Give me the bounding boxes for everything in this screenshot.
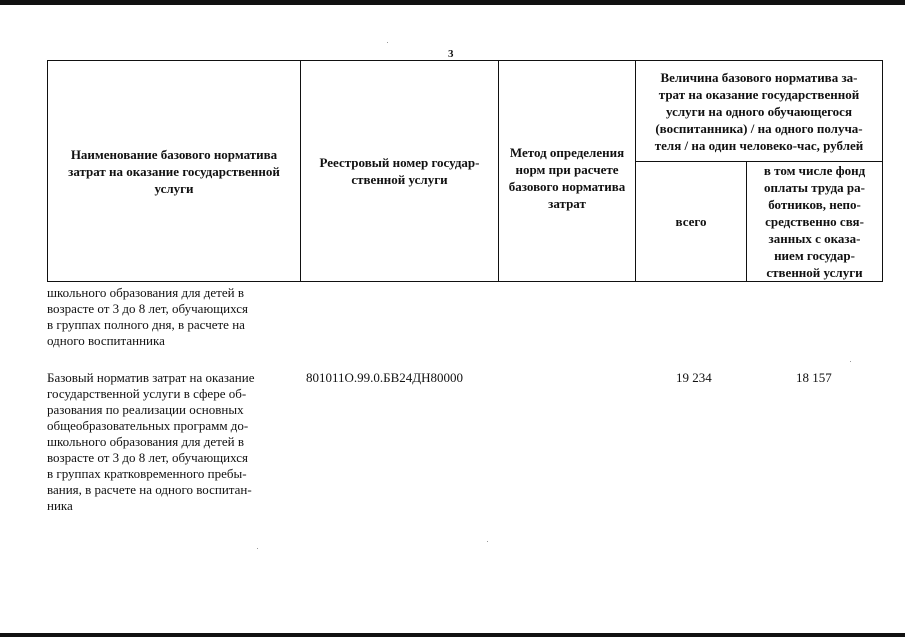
scan-artifact: [387, 42, 388, 43]
scan-artifact: [850, 361, 851, 362]
page-number: 3: [448, 48, 454, 60]
header-registry-label: Реестровый номер государ- ственной услуги: [319, 155, 480, 187]
header-cell-value: [635, 60, 883, 162]
row-including-value: 18 157: [796, 370, 832, 385]
scan-artifact: [487, 541, 488, 542]
row-name: Базовый норматив затрат на оказание государственной услуги в сфере об- разования по реализации основных общеобразовательных программ до- школьного образования для детей в возрасте от 3 до 8 лет, обучающихся в группах кратковременного пребы- вания, в расчете на одного воспитан- ника: [47, 370, 255, 513]
header-cell-registry: [300, 60, 499, 282]
row-total-value: 19 234: [676, 370, 712, 385]
scan-artifact: [257, 548, 258, 549]
header-value-label: Величина базового норматива за- трат на оказание государственной услуги на одного обучающегося (воспитанника) / на одного получа- теля / на один человеко-час, рублей: [654, 69, 864, 153]
header-cell-method: [498, 60, 636, 282]
header-total-label: всего: [675, 214, 707, 229]
row-registry-number: 801011О.99.0.БВ24ДН80000: [306, 370, 464, 385]
header-name-label: Наименование базового норматива затрат на оказание государственной услуги: [68, 146, 280, 196]
header-cell-total: [635, 161, 747, 282]
header-cell-name: [47, 60, 301, 282]
row-continuation-name: школьного образования для детей в возрасте от 3 до 8 лет, обучающихся в группах полного дня, в расчете на одного воспитанника: [47, 285, 248, 348]
scan-top-border: [0, 0, 905, 5]
header-method-label: Метод определения норм при расчете базового норматива затрат: [508, 145, 626, 211]
scan-bottom-border: [0, 633, 905, 637]
header-cell-including: [746, 161, 883, 282]
header-including-label: в том числе фонд оплаты труда ра- ботников, непо- средственно свя- занных с оказа- нием государ- ственной услуги: [763, 163, 866, 280]
